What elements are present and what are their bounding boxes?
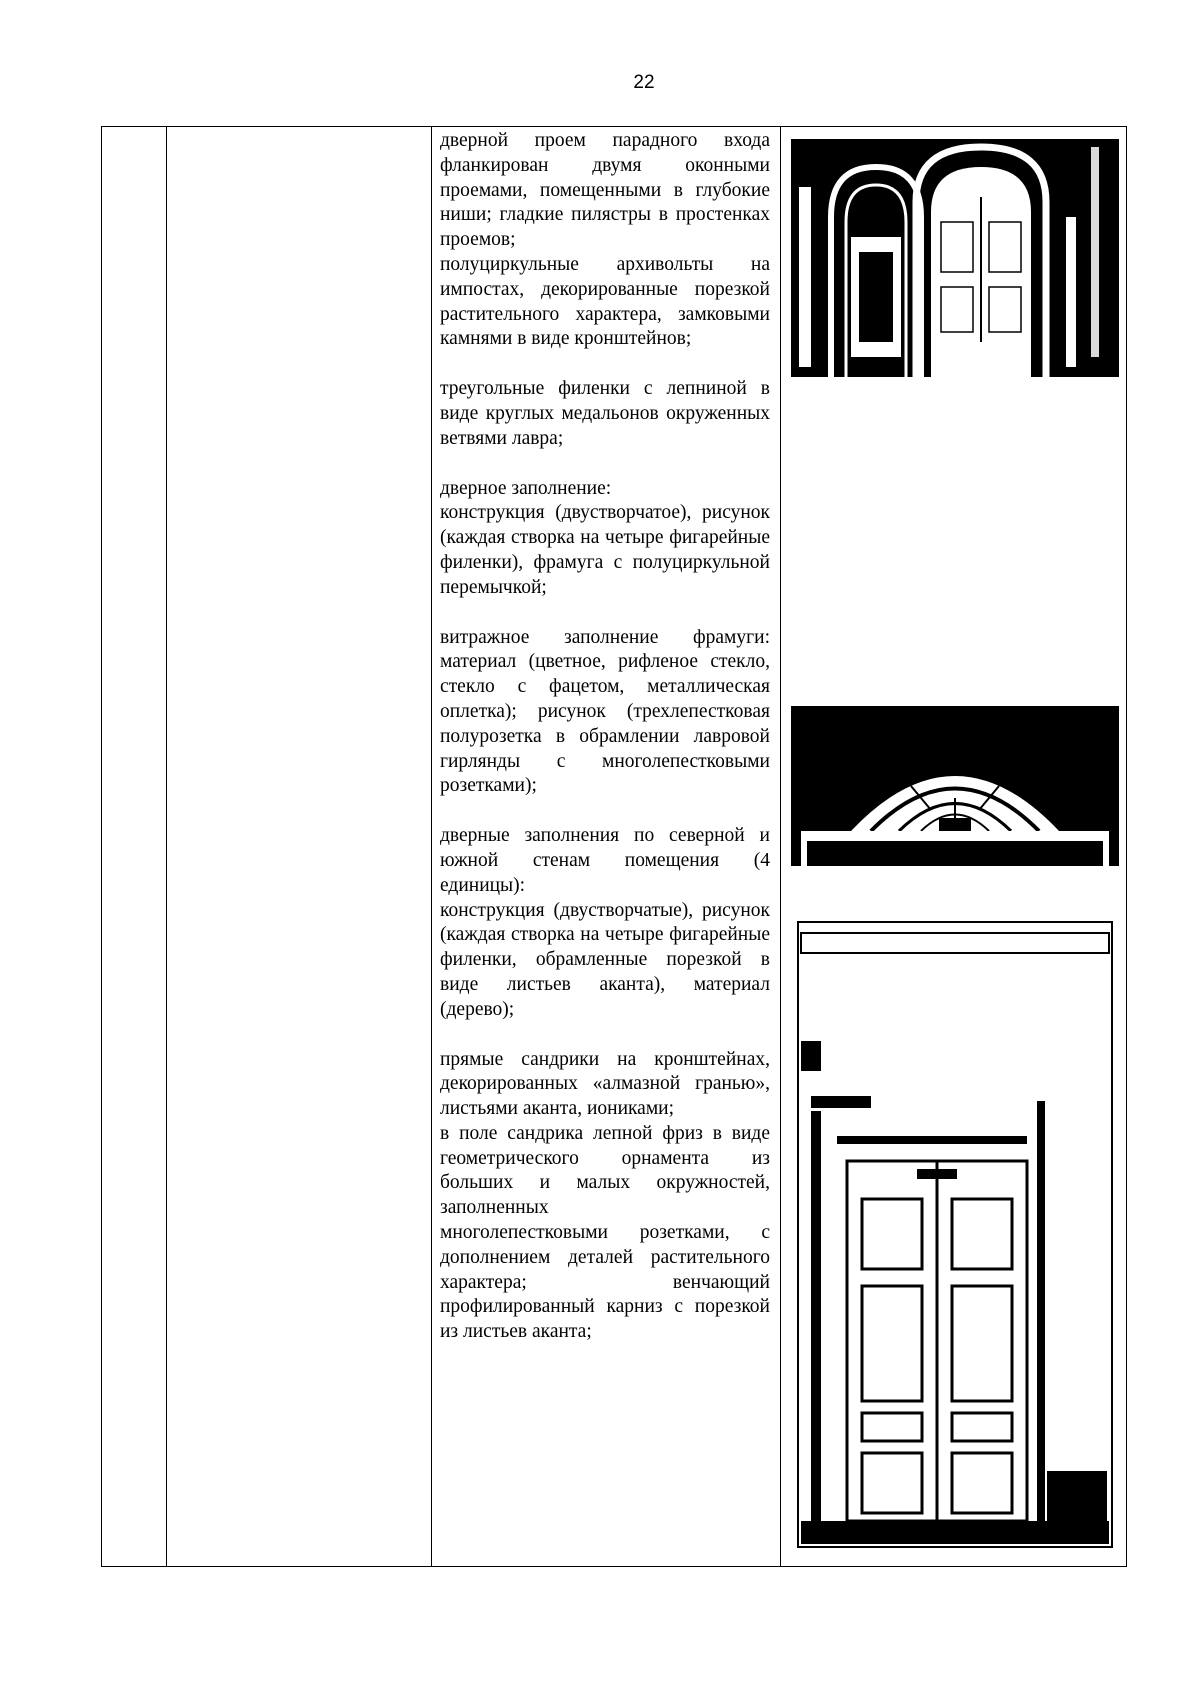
description-line: витражное заполнение фрамуги: материал (цветное, рифленое стекло, стекло с фацетом, металлическая оплетка); рисунок (трехлепестковая полурозетка в обрамлении лавровой гирлянды с многолепестковыми розетками); (440, 626, 770, 797)
entrance-doorway-drawing (791, 127, 1119, 377)
description-column (440, 129, 770, 1345)
description-paragraph (440, 1048, 770, 1346)
description-line: треугольные филенки с лепниной в виде круглых медальонов окруженных ветвями лавра; (440, 378, 770, 449)
photo-entrance-doorway (791, 127, 1119, 377)
table-divider-1 (166, 126, 167, 1567)
description-line: в поле сандрика лепной фриз в виде геометрического орнамента из больших и малых окружностей, заполненных (440, 1122, 770, 1219)
description-line: дверные заполнения по северной и южной стенам помещения (4 единицы): (440, 825, 770, 896)
description-paragraph (440, 477, 770, 601)
description-paragraph (440, 129, 770, 352)
interior-double-door-drawing (797, 921, 1113, 1548)
table-divider-2 (431, 126, 432, 1567)
description-paragraph (440, 824, 770, 1022)
description-line: конструкция (двустворчатые), рисунок (каждая створка на четыре фигарейные филенки, обрамленные порезкой в виде листьев аканта), материал (дерево); (440, 899, 770, 1020)
description-paragraph (440, 377, 770, 451)
description-line: прямые сандрики на кронштейнах, декорированных «алмазной гранью», листьями аканта, иониками; (440, 1048, 770, 1120)
description-paragraph (440, 626, 770, 800)
photo-interior-double-door (797, 921, 1113, 1548)
stained-glass-transom-drawing (791, 706, 1119, 866)
table-divider-3 (780, 126, 781, 1567)
page-number: 22 (633, 72, 655, 93)
photo-stained-glass-transom (791, 706, 1119, 866)
description-line: дверное заполнение: (440, 477, 612, 499)
description-line: конструкция (двустворчатое), рисунок (каждая створка на четыре фигарейные филенки), фрамуга с полуциркульной перемычкой; (440, 502, 770, 598)
description-line: дверной проем парадного входа фланкирован двумя оконными проемами, помещенными в глубокие ниши; гладкие пилястры в простенках проемов; (440, 130, 770, 251)
description-line: полуциркульные архивольты на импостах, декорированные порезкой растительного характера, замковыми камнями в виде кронштейнов; (440, 253, 770, 350)
description-line: многолепестковыми розетками, с дополнением деталей растительного характера; венчающий профилированный карниз с порезкой из листьев аканта; (440, 1222, 770, 1343)
